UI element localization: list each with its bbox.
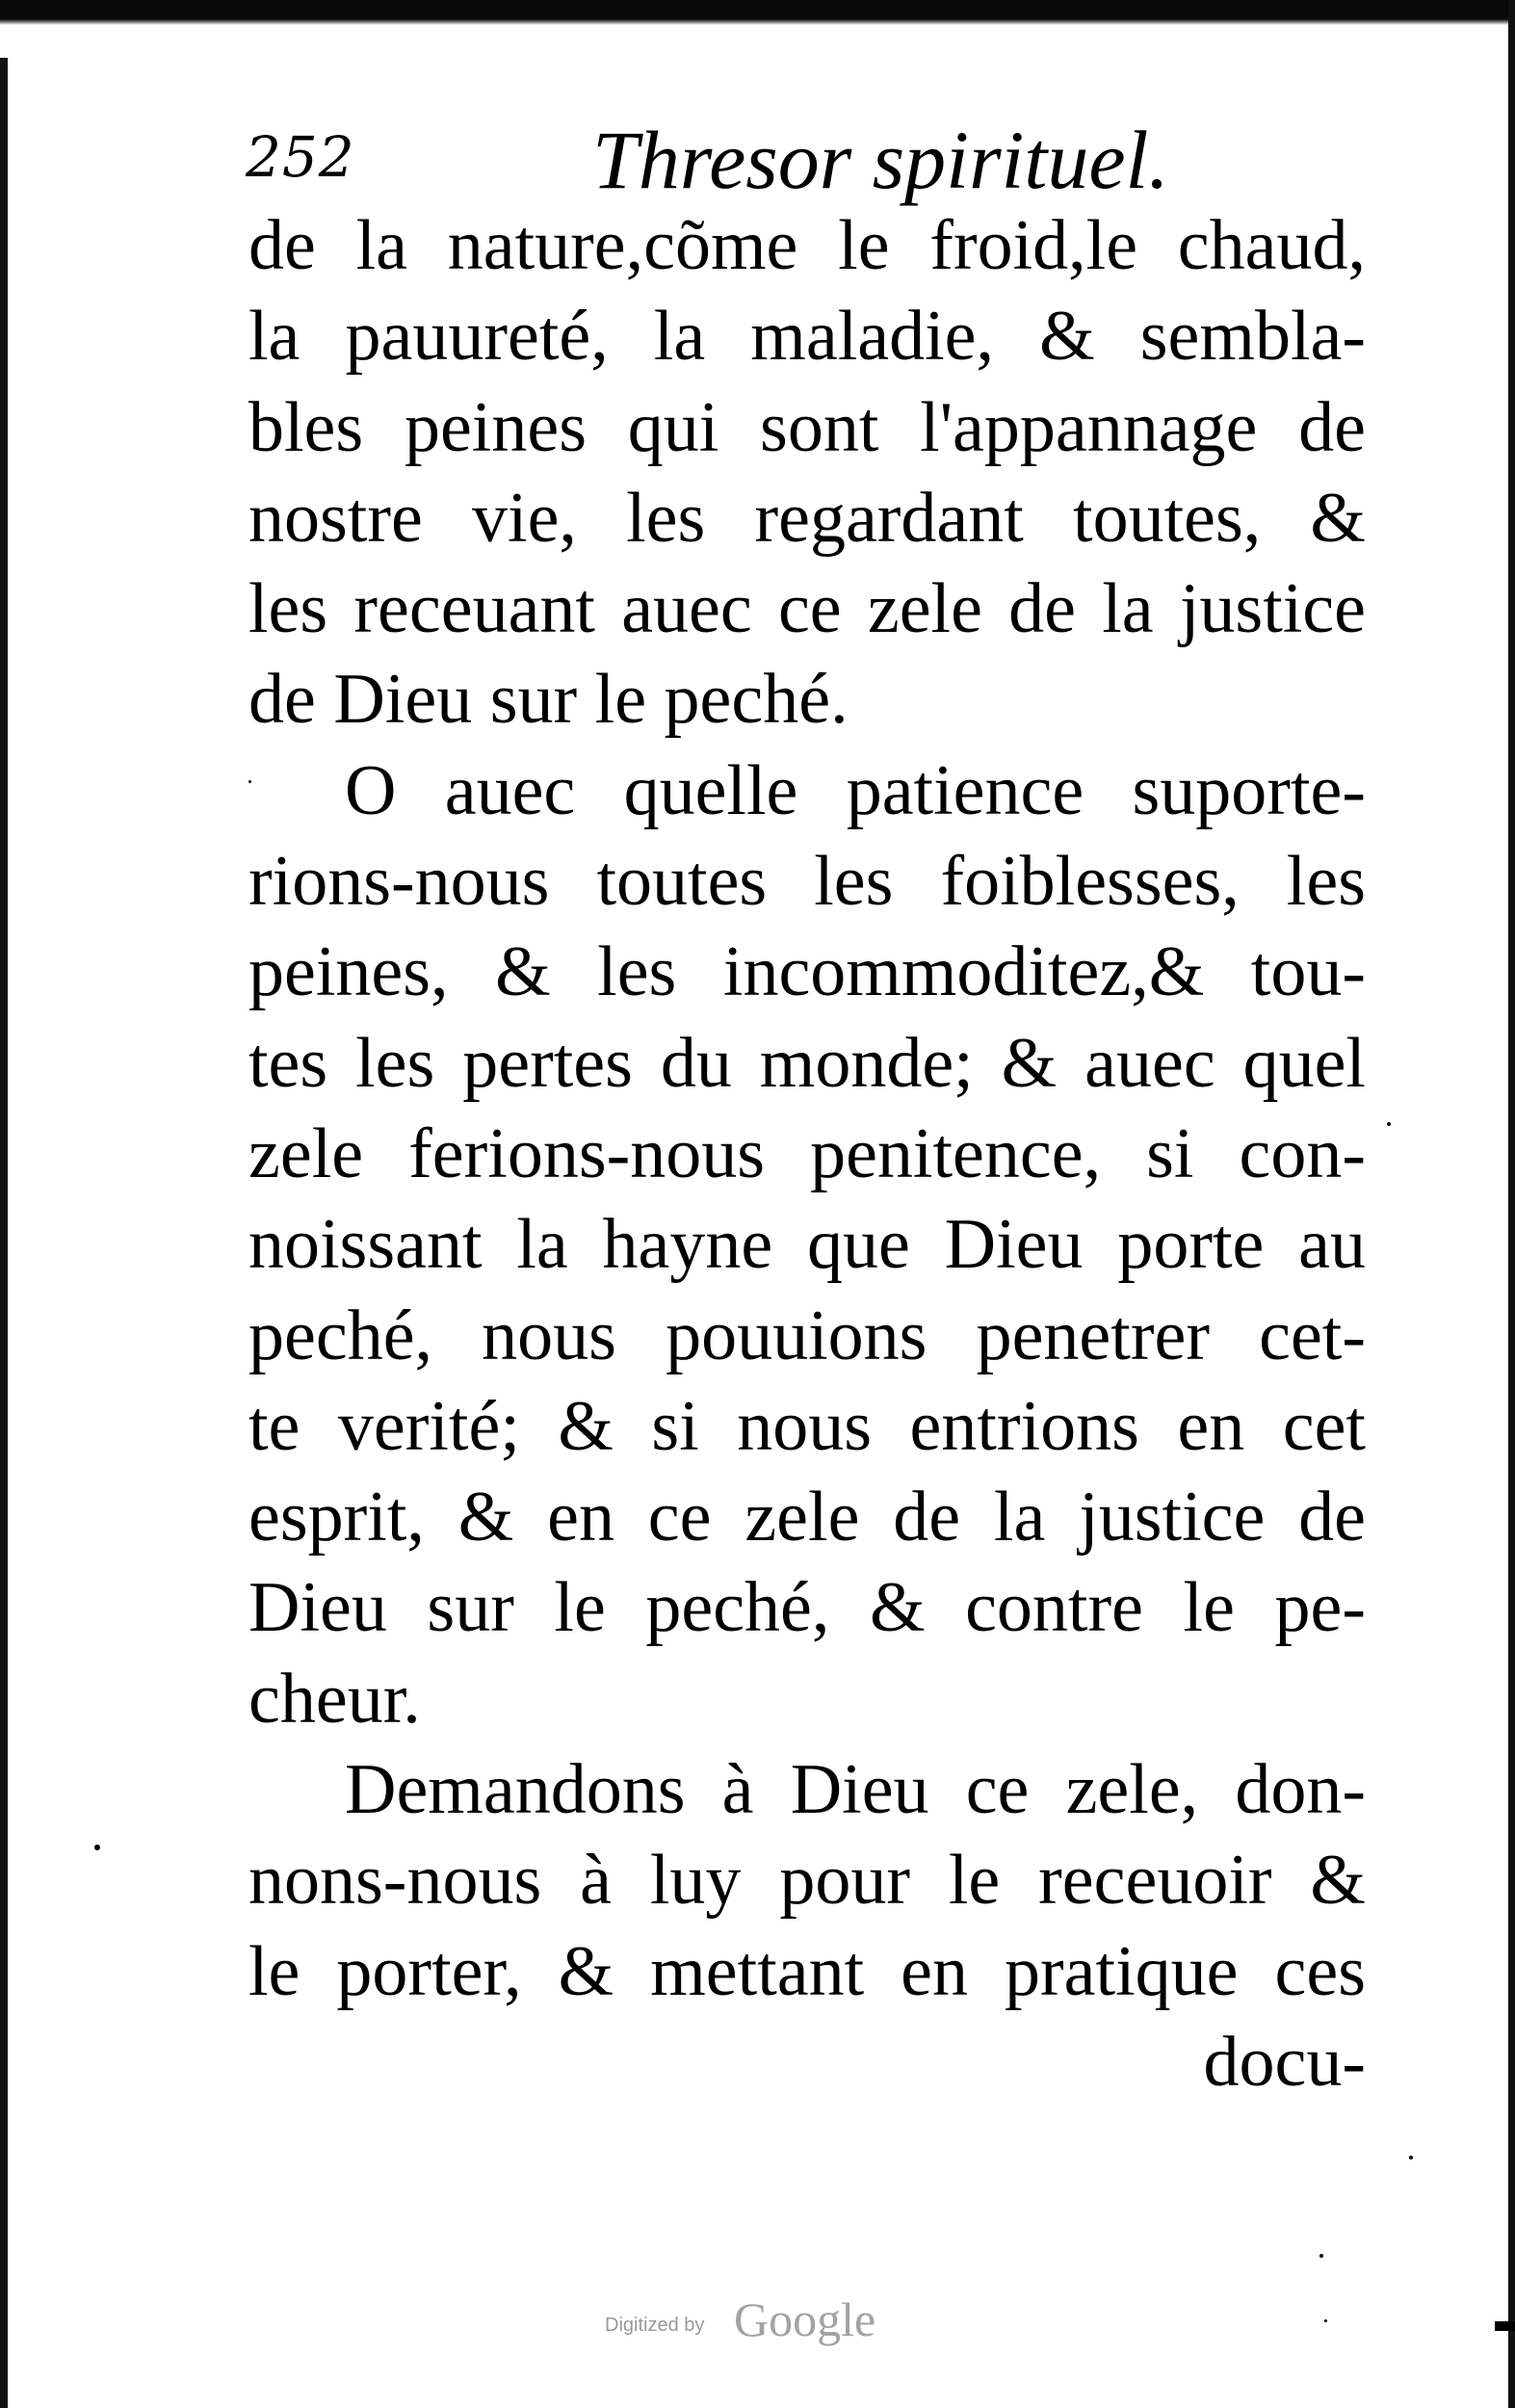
text-line: cheur.	[248, 1659, 421, 1739]
scan-left-edge	[0, 58, 8, 2408]
scan-speck	[1324, 2319, 1327, 2322]
text-line: nons-nous à luy pour le receuoir &	[248, 1841, 1366, 1921]
text-line: de Dieu sur le peché.	[248, 660, 849, 740]
page-number: 252	[246, 124, 355, 190]
catchword: docu-	[1203, 2022, 1366, 2102]
scan-speck	[1387, 1122, 1391, 1126]
text-line: de la nature,cõme le froid,le chaud,	[248, 206, 1366, 285]
scan-top-edge	[0, 0, 1515, 19]
text-line: peines, & les incommoditez,& tou-	[248, 932, 1366, 1012]
scan-edge-mark	[1495, 2321, 1515, 2331]
text-line: esprit, & en ce zele de la justice de	[248, 1478, 1366, 1557]
text-line: zele ferions-nous penitence, si con-	[248, 1113, 1366, 1193]
text-line: nostre vie, les regardant toutes, &	[248, 478, 1366, 558]
scan-right-edge	[1508, 0, 1515, 2408]
text-line: les receuant auec ce zele de la justice	[248, 569, 1366, 649]
scan-speck	[1319, 2254, 1323, 2258]
paragraph-first-line: O auec quelle patience suporte-	[345, 750, 1366, 830]
digitized-by-google-watermark	[605, 2292, 923, 2350]
text-line: Dieu sur le peché, & contre le pe-	[248, 1568, 1366, 1648]
running-head	[246, 114, 1382, 210]
google-logo: Google	[734, 2292, 876, 2346]
text-line: la pauureté, la maladie, & sembla-	[248, 297, 1366, 377]
scan-speck	[94, 1845, 100, 1850]
body-text	[248, 200, 1366, 2107]
scan-top-shadow	[0, 19, 1515, 25]
text-line: le porter, & mettant en pratique ces	[248, 1931, 1366, 2011]
scan-speck	[1409, 2156, 1413, 2159]
watermark-prefix: Digitized by	[605, 2315, 705, 2336]
text-line: bles peines qui sont l'appannage de	[248, 387, 1366, 467]
text-line: peché, nous pouuions penetrer cet-	[248, 1296, 1366, 1375]
scan-speck	[248, 780, 251, 783]
text-line: tes les pertes du monde; & auec quel	[248, 1023, 1366, 1103]
text-line: rions-nous toutes les foiblesses, les	[248, 842, 1366, 922]
text-line: te verité; & si nous entrions en cet	[248, 1386, 1366, 1466]
running-title: Thresor spirituel.	[592, 114, 1169, 206]
text-line: noissant la hayne que Dieu porte au	[248, 1205, 1366, 1285]
paragraph-first-line: Demandons à Dieu ce zele, don-	[345, 1750, 1366, 1830]
